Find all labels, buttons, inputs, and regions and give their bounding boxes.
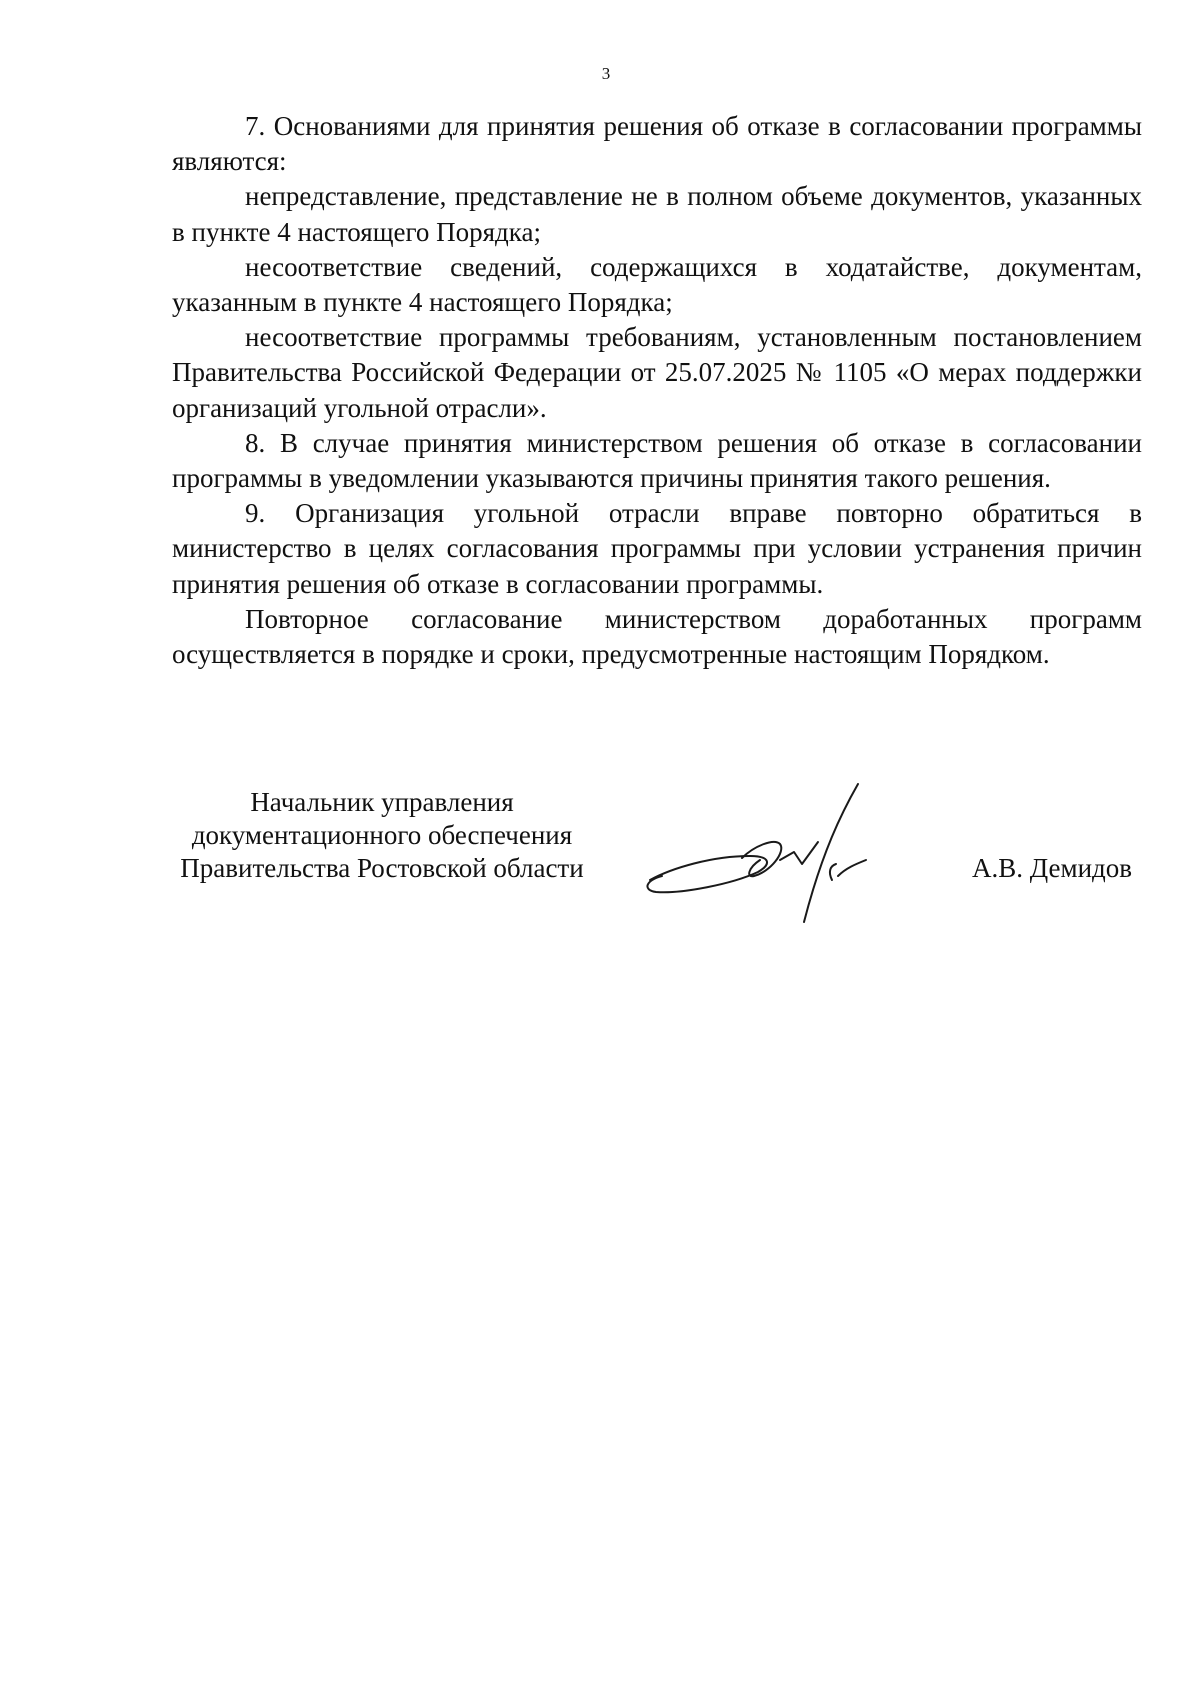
signatory-position-line: Начальник управления [250,787,514,817]
signatory-position-line: Правительства Ростовской области [180,853,584,883]
paragraph-7-item-3: несоответствие программы требованиям, установленным постановлением Правительства Российской Федерации от 25.07.2025 № 1105 «О мерах поддержки организаций угольной отрасли». [172,322,1142,423]
paragraph-7-item-1: непредставление, представление не в полном объеме документов, указанных в пункте 4 настоящего Порядка; [172,181,1142,247]
signature-block [172,786,1142,926]
signatory-position [172,786,592,885]
signatory-name: А.В. Демидов [972,853,1133,883]
handwritten-signature [642,772,902,932]
paragraph-9: 9. Организация угольной отрасли вправе повторно обратиться в министерство в целях согласования программы при условии устранения причин принятия решения об отказе в согласовании программы. [172,498,1142,599]
paragraph-7-item-2: несоответствие сведений, содержащихся в ходатайстве, документам, указанным в пункте 4 настоящего Порядка; [172,251,1142,318]
page-number: 3 [601,64,611,83]
signatory-position-line: документационного обеспечения [191,820,573,850]
paragraph-9-repeat: Повторное согласование министерством доработанных программ осуществляется в порядке и сроки, предусмотренные настоящим Порядком. [172,603,1142,670]
document-body [172,109,1142,672]
paragraph-8: 8. В случае принятия министерством решения об отказе в согласовании программы в уведомлении указываются причины принятия такого решения. [172,427,1142,494]
paragraph-7: 7. Основаниями для принятия решения об отказе в согласовании программы являются: [172,111,1142,177]
